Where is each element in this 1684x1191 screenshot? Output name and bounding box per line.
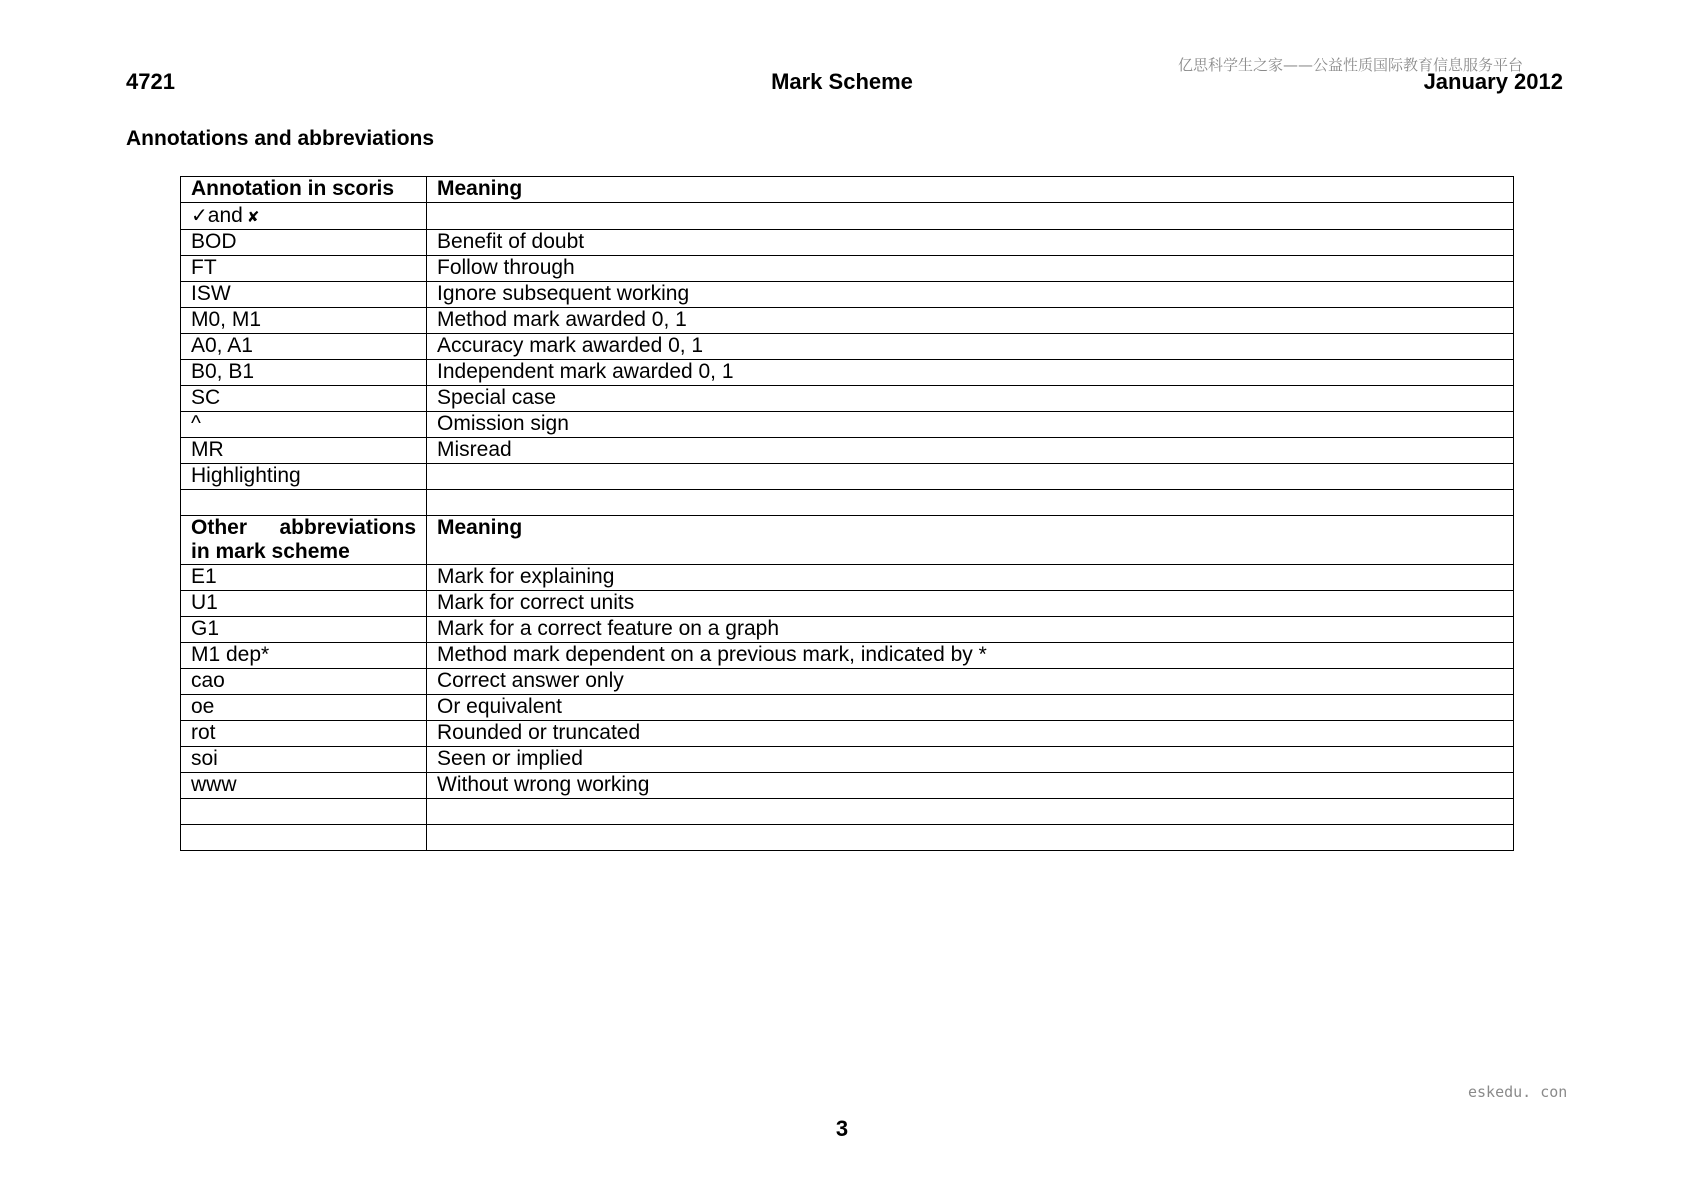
cell-meaning: Method mark dependent on a previous mark, indicated by * bbox=[427, 643, 1514, 669]
cell-annotation: A0, A1 bbox=[181, 334, 427, 360]
table-row bbox=[181, 386, 1514, 412]
cell-abbreviation: M1 dep* bbox=[181, 643, 427, 669]
cross-icon: ✘ bbox=[246, 208, 260, 226]
cell-meaning: Seen or implied bbox=[427, 747, 1514, 773]
cell-annotation bbox=[181, 203, 427, 230]
cell-annotation: ISW bbox=[181, 282, 427, 308]
section-title: Annotations and abbreviations bbox=[126, 127, 435, 150]
cell-annotation: SC bbox=[181, 386, 427, 412]
table-row bbox=[181, 565, 1514, 591]
cell-meaning: Omission sign bbox=[427, 412, 1514, 438]
cell-annotation: M0, M1 bbox=[181, 308, 427, 334]
cell-meaning: Rounded or truncated bbox=[427, 721, 1514, 747]
cell-abbreviation: www bbox=[181, 773, 427, 799]
cell-annotation: BOD bbox=[181, 230, 427, 256]
cell-abbreviation: rot bbox=[181, 721, 427, 747]
cell-meaning: Mark for correct units bbox=[427, 591, 1514, 617]
cell-meaning: Method mark awarded 0, 1 bbox=[427, 308, 1514, 334]
table-row bbox=[181, 438, 1514, 464]
cell-annotation: Highlighting bbox=[181, 464, 427, 490]
header-meaning: Meaning bbox=[427, 177, 1514, 203]
table-row bbox=[181, 747, 1514, 773]
table-row bbox=[181, 308, 1514, 334]
header-meaning-2: Meaning bbox=[427, 516, 1514, 565]
and-label: and bbox=[207, 204, 243, 227]
header-other-word: Other bbox=[191, 516, 248, 539]
cell-meaning: Follow through bbox=[427, 256, 1514, 282]
cell-abbreviation: oe bbox=[181, 695, 427, 721]
table-row bbox=[181, 773, 1514, 799]
cell-abbreviation bbox=[181, 799, 427, 825]
table-row bbox=[181, 799, 1514, 825]
cell-annotation: B0, B1 bbox=[181, 360, 427, 386]
cell-meaning bbox=[427, 464, 1514, 490]
cell-annotation: FT bbox=[181, 256, 427, 282]
cell-abbreviation: U1 bbox=[181, 591, 427, 617]
header-in-mark-scheme: in mark scheme bbox=[191, 540, 350, 563]
cell-meaning: Mark for a correct feature on a graph bbox=[427, 617, 1514, 643]
table-row bbox=[181, 695, 1514, 721]
table-row bbox=[181, 256, 1514, 282]
header-abbreviations-word: abbreviations bbox=[279, 516, 416, 539]
table-row bbox=[181, 282, 1514, 308]
cell-abbreviation: soi bbox=[181, 747, 427, 773]
cell-abbreviation bbox=[181, 825, 427, 851]
cell-meaning: Accuracy mark awarded 0, 1 bbox=[427, 334, 1514, 360]
cell-annotation: ^ bbox=[181, 412, 427, 438]
cell-meaning: Misread bbox=[427, 438, 1514, 464]
table-row bbox=[181, 643, 1514, 669]
table-row bbox=[181, 669, 1514, 695]
cell-meaning bbox=[427, 799, 1514, 825]
paper-code: 4721 bbox=[126, 69, 175, 94]
cell-meaning: Correct answer only bbox=[427, 669, 1514, 695]
watermark-bottom: eskedu. con bbox=[1468, 1083, 1568, 1101]
page-number: 3 bbox=[835, 1116, 849, 1141]
table-row bbox=[181, 617, 1514, 643]
cell-abbreviation: G1 bbox=[181, 617, 427, 643]
cell-meaning: Mark for explaining bbox=[427, 565, 1514, 591]
cell-meaning: Ignore subsequent working bbox=[427, 282, 1514, 308]
table-header-row bbox=[181, 177, 1514, 203]
cell-meaning bbox=[427, 490, 1514, 516]
annotations-table bbox=[180, 176, 1514, 851]
cell-annotation: MR bbox=[181, 438, 427, 464]
exam-date: January 2012 bbox=[1423, 69, 1563, 94]
table-row bbox=[181, 334, 1514, 360]
table-subheader-row bbox=[181, 516, 1514, 565]
table-row bbox=[181, 203, 1514, 230]
header-other-abbreviations bbox=[181, 516, 427, 565]
cell-abbreviation: E1 bbox=[181, 565, 427, 591]
header-annotation: Annotation in scoris bbox=[181, 177, 427, 203]
check-icon: ✓ bbox=[191, 203, 208, 227]
table-row bbox=[181, 360, 1514, 386]
table-row bbox=[181, 591, 1514, 617]
cell-meaning: Special case bbox=[427, 386, 1514, 412]
table-row bbox=[181, 825, 1514, 851]
cell-abbreviation: cao bbox=[181, 669, 427, 695]
cell-meaning: Or equivalent bbox=[427, 695, 1514, 721]
cell-annotation bbox=[181, 490, 427, 516]
cell-meaning: Independent mark awarded 0, 1 bbox=[427, 360, 1514, 386]
table-row bbox=[181, 464, 1514, 490]
table-row bbox=[181, 412, 1514, 438]
table-row bbox=[181, 721, 1514, 747]
cell-meaning: Benefit of doubt bbox=[427, 230, 1514, 256]
page-title: Mark Scheme bbox=[771, 69, 913, 94]
cell-meaning: Without wrong working bbox=[427, 773, 1514, 799]
watermark-top: 亿思科学生之家——公益性质国际教育信息服务平台 bbox=[1178, 56, 1524, 74]
cell-meaning bbox=[427, 825, 1514, 851]
table-row bbox=[181, 490, 1514, 516]
cell-meaning bbox=[427, 203, 1514, 230]
table-row bbox=[181, 230, 1514, 256]
